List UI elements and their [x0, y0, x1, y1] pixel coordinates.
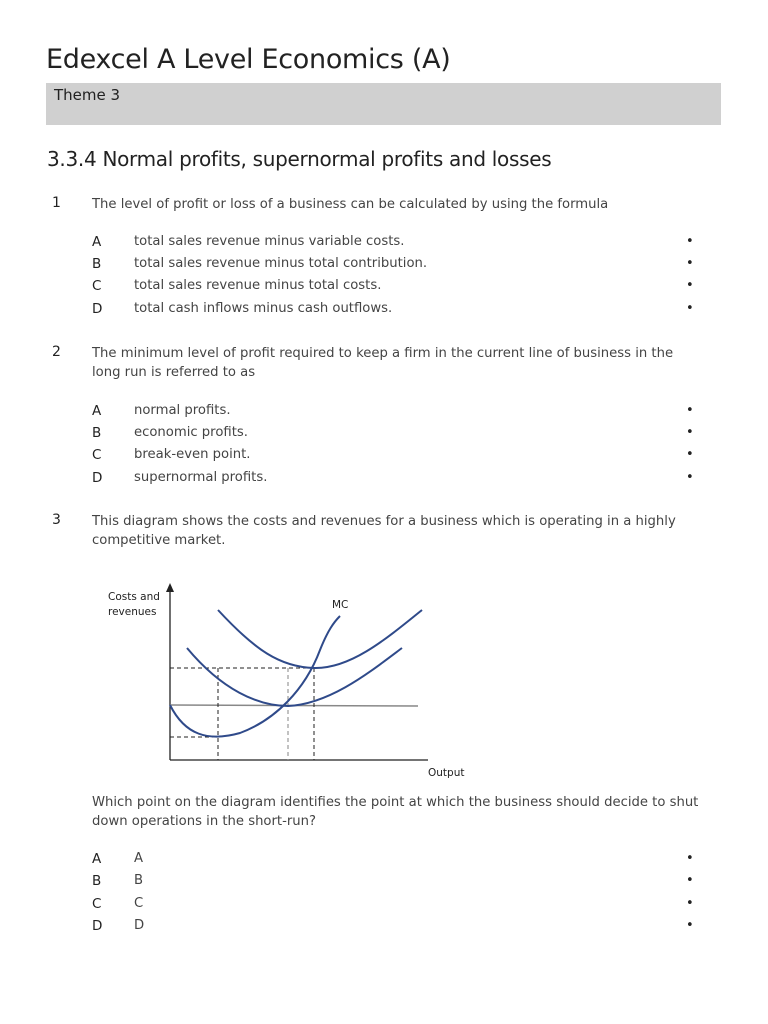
option-text: B [134, 873, 144, 888]
answer-bullet[interactable]: • [686, 301, 694, 316]
y-axis-arrow [166, 583, 174, 592]
option-letter: C [92, 896, 102, 912]
theme-label: Theme 3 [54, 86, 121, 104]
mc-label: MC [332, 599, 349, 611]
option-letter: A [92, 403, 102, 419]
option-letter: A [92, 234, 102, 250]
question-text: The level of profit or loss of a business can be calculated by using the formula [92, 197, 609, 212]
answer-bullet[interactable]: • [686, 470, 694, 485]
answer-bullet[interactable]: • [686, 278, 694, 293]
question-text: This diagram shows the costs and revenues for a business which is operating in a highly competitive market. [92, 514, 676, 548]
option-row[interactable] [0, 896, 768, 916]
option-text: total sales revenue minus variable costs. [134, 234, 405, 249]
answer-bullet[interactable]: • [686, 425, 694, 440]
option-text: total cash inflows minus cash outflows. [134, 301, 393, 316]
option-letter: B [92, 256, 102, 272]
option-letter: C [92, 447, 102, 463]
option-letter: D [92, 301, 103, 317]
y-axis-label-line1: Costs and [108, 591, 160, 603]
option-letter: D [92, 918, 103, 934]
question-number: 2 [52, 344, 61, 360]
question-follow-up-text: Which point on the diagram identifies the point at which the business should decide to shut down operations in the short-run? [92, 795, 699, 829]
option-letter: B [92, 873, 102, 889]
option-letter: B [92, 425, 102, 441]
document-title: Edexcel A Level Economics (A) [46, 44, 451, 75]
option-letter: A [92, 851, 102, 867]
option-text: C [134, 896, 144, 911]
answer-bullet[interactable]: • [686, 234, 694, 249]
answer-bullet[interactable]: • [686, 896, 694, 911]
option-row[interactable] [0, 873, 768, 893]
atc-curve [218, 610, 422, 668]
option-text: total sales revenue minus total contribution. [134, 256, 428, 271]
option-letter: D [92, 470, 103, 486]
answer-bullet[interactable]: • [686, 256, 694, 271]
option-text: break-even point. [134, 447, 251, 462]
answer-bullet[interactable]: • [686, 918, 694, 933]
answer-bullet[interactable]: • [686, 447, 694, 462]
option-text: economic profits. [134, 425, 248, 440]
answer-bullet[interactable]: • [686, 873, 694, 888]
x-axis-label: Output [428, 767, 465, 779]
option-text: normal profits. [134, 403, 231, 418]
avc-curve [187, 648, 402, 706]
question-number: 3 [52, 512, 61, 528]
option-text: supernormal profits. [134, 470, 268, 485]
option-letter: C [92, 278, 102, 294]
option-text: D [134, 918, 145, 933]
question-number: 1 [52, 195, 61, 211]
option-row[interactable] [0, 918, 768, 938]
option-row[interactable] [0, 851, 768, 871]
y-axis-label-line2: revenues [108, 606, 157, 618]
option-text: total sales revenue minus total costs. [134, 278, 382, 293]
question-text: The minimum level of profit required to keep a firm in the current line of business in the long run is referred to as [92, 346, 674, 380]
section-heading: 3.3.4 Normal profits, supernormal profits and losses [47, 147, 552, 171]
answer-bullet[interactable]: • [686, 851, 694, 866]
answer-bullet[interactable]: • [686, 403, 694, 418]
option-text: A [134, 851, 144, 866]
